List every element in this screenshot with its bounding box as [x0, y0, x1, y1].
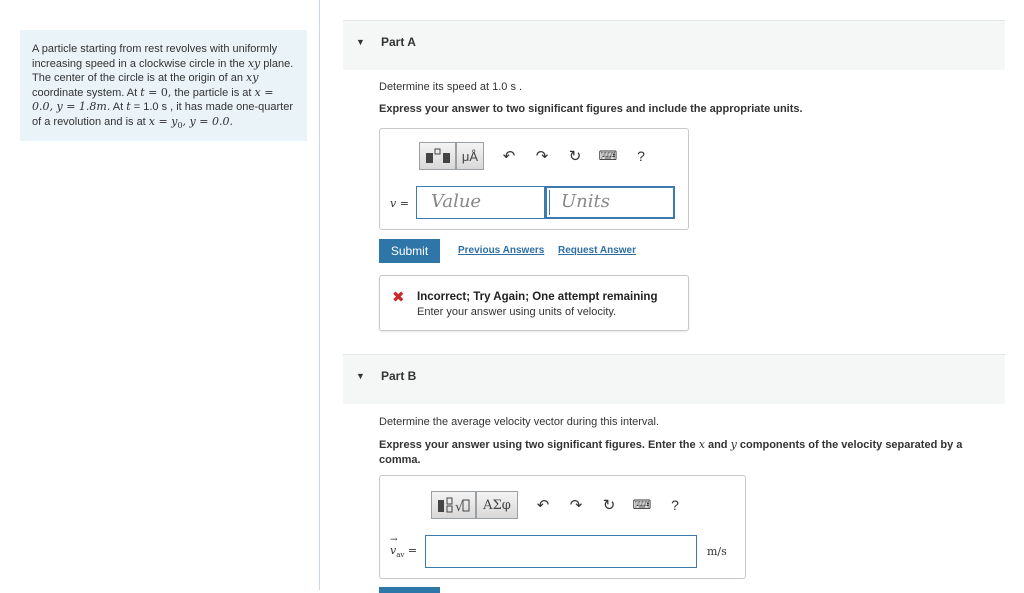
- math-position: , y = 0.0.: [182, 114, 233, 128]
- vector-v: [390, 535, 398, 557]
- submit-button[interactable]: Submit: [379, 239, 440, 263]
- instruction-text: and: [704, 439, 731, 451]
- problem-text: At: [110, 101, 127, 113]
- request-answer-link[interactable]: Request Answer: [558, 245, 636, 256]
- velocity-input[interactable]: [425, 535, 697, 568]
- instruction-text: Express your answer using two significant figures. Enter the: [379, 439, 699, 451]
- help-icon[interactable]: ?: [637, 148, 645, 164]
- math-xy: xy: [247, 56, 261, 70]
- previous-answers-link[interactable]: Previous Answers: [458, 245, 545, 256]
- radical-glyph: √: [454, 500, 463, 514]
- instruction-text: comma.: [379, 454, 421, 466]
- part-b-title: Part B: [381, 369, 417, 383]
- var-equals: =: [404, 544, 418, 557]
- speed-variable-label: v =: [390, 197, 409, 210]
- part-b-answer-box: [379, 475, 746, 579]
- symbols-button[interactable]: [476, 491, 518, 519]
- math-xy: xy: [246, 71, 259, 84]
- part-b-instruction: [379, 437, 1009, 468]
- part-b-toolbar: [431, 491, 686, 519]
- units-icon: μÅ: [461, 148, 479, 164]
- math-position: x = y: [148, 114, 178, 128]
- undo-icon[interactable]: ↶: [536, 497, 550, 514]
- templates-icon: [425, 147, 451, 165]
- math-y: y: [730, 438, 737, 451]
- redo-icon[interactable]: ↷: [535, 148, 549, 165]
- var-subscript: av: [396, 551, 405, 560]
- problem-text: the particle is at: [171, 86, 255, 99]
- part-a-answer-box: [379, 128, 689, 230]
- problem-statement: [20, 30, 307, 141]
- part-a-instruction: Express your answer to two significant figures and include the appropriate units.: [379, 103, 803, 115]
- var-v: v: [390, 544, 397, 557]
- feedback-box: [379, 275, 689, 331]
- velocity-variable-label: [390, 535, 418, 560]
- units-button[interactable]: [456, 142, 484, 170]
- problem-text: coordinate system. At: [32, 86, 141, 99]
- problem-text: plane. The center of the circle is at the origin of an: [32, 57, 294, 84]
- undo-icon[interactable]: ↶: [502, 148, 516, 165]
- greek-symbols-icon: ΑΣφ: [483, 497, 511, 513]
- part-a-title: Part A: [381, 35, 416, 49]
- velocity-units: m/s: [707, 545, 727, 558]
- redo-icon[interactable]: ↷: [569, 497, 583, 514]
- math-x: x: [698, 438, 705, 451]
- units-input[interactable]: Units: [545, 186, 675, 219]
- collapse-caret-icon[interactable]: ▼: [356, 371, 365, 381]
- part-b-header[interactable]: [343, 354, 1005, 404]
- part-a-header[interactable]: [343, 20, 1005, 70]
- reset-icon[interactable]: ↻: [602, 497, 616, 514]
- help-icon[interactable]: ?: [671, 497, 679, 513]
- incorrect-x-icon: ✖: [392, 289, 405, 306]
- problem-text: = 1.0 s , it has made one-quarter of a revolution and is at: [32, 101, 294, 128]
- math-position: x = 0.0, y = 1.8m.: [32, 85, 274, 113]
- value-input[interactable]: Value: [416, 186, 545, 219]
- vector-arrow-icon: →: [390, 535, 398, 545]
- keyboard-icon[interactable]: ⌨: [598, 148, 618, 163]
- instruction-text: components of the velocity separated by a: [736, 439, 963, 451]
- templates-button[interactable]: [419, 142, 456, 170]
- templates-radical-icon: [437, 496, 471, 514]
- feedback-message: Enter your answer using units of velocity.: [417, 306, 617, 318]
- part-b-submit-button[interactable]: [379, 587, 440, 593]
- math-t: t: [126, 100, 131, 113]
- part-b-prompt: Determine the average velocity vector during this interval.: [379, 416, 660, 428]
- math-eq: = 0,: [144, 85, 172, 99]
- keyboard-icon[interactable]: ⌨: [632, 497, 652, 512]
- problem-text: A particle starting from rest revolves with uniformly increasing speed in a clockwise circle in the: [32, 43, 278, 70]
- part-a-toolbar: [419, 142, 652, 170]
- collapse-caret-icon[interactable]: ▼: [356, 37, 365, 47]
- part-a-prompt: Determine its speed at 1.0 s .: [379, 81, 523, 93]
- reset-icon[interactable]: ↻: [568, 148, 582, 165]
- left-panel: [0, 0, 320, 590]
- math-sub: 0: [177, 120, 183, 130]
- templates-button[interactable]: [431, 491, 476, 519]
- feedback-title: Incorrect; Try Again; One attempt remaining: [417, 291, 658, 303]
- math-t: t: [140, 85, 145, 99]
